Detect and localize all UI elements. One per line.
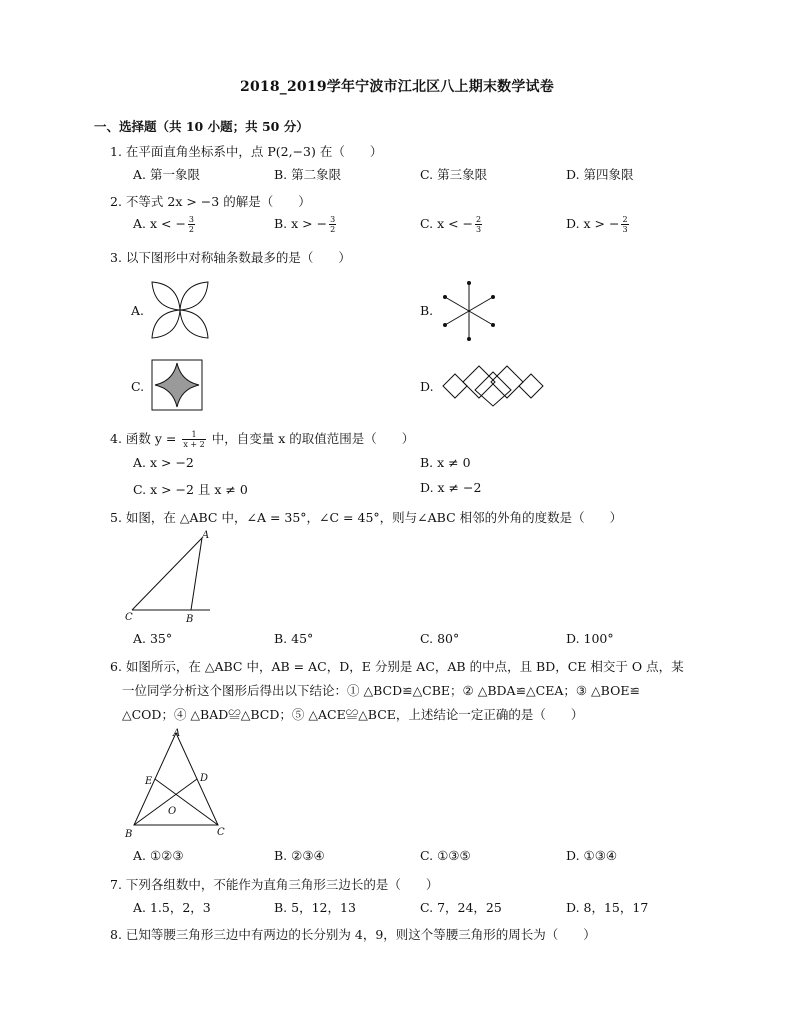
fraction-denominator: 3 [476, 225, 482, 234]
q3-option-d-label: D. [420, 379, 434, 394]
section-heading: 一、选择题（共 10 小题；共 50 分） [94, 119, 309, 134]
q2-option-c [420, 215, 484, 234]
q4-option-b: B. x ≠ 0 [420, 455, 471, 470]
q2-option-a-prefix: A. x < − [133, 216, 186, 231]
vertex-label-c: C [217, 827, 225, 838]
q2-option-a [133, 215, 197, 234]
q6-option-a: A. ①②③ [133, 848, 184, 863]
q2-option-d-prefix: D. x > − [566, 216, 620, 231]
figure-triangle-abc [122, 528, 218, 626]
figure-four-petal-flower [148, 278, 212, 342]
vertex-label-c: C [125, 612, 133, 623]
fraction-numerator: 2 [622, 215, 628, 224]
vertex-label-a: A [173, 728, 181, 739]
q7-option-d: D. 8，15，17 [566, 900, 649, 915]
q5-option-c: C. 80° [420, 631, 460, 646]
question-7-stem: 7. 下列各组数中，不能作为直角三角形三边长的是（ ） [110, 877, 439, 892]
q1-option-b: B. 第二象限 [274, 167, 342, 182]
vertex-label-e: E [145, 776, 153, 787]
fraction-numerator: 2 [476, 215, 482, 224]
q4-option-d: D. x ≠ −2 [420, 480, 482, 495]
fraction [188, 215, 195, 234]
question-6-line-3: △COD；④ △BAD≌△BCD；⑤ △ACE≌△BCE，上述结论一定正确的是（ ） [122, 707, 584, 722]
q7-option-a: A. 1.5，2，3 [133, 900, 211, 915]
vertex-label-d: D [200, 773, 209, 784]
vertex-label-a: A [202, 530, 210, 541]
fraction-denominator: 2 [188, 225, 195, 234]
q7-option-c: C. 7，24，25 [420, 900, 502, 915]
q4-stem-post: 中，自变量 x 的取值范围是（ ） [207, 431, 415, 446]
figure-interlocking-diamonds [441, 364, 545, 408]
fraction-numerator: 3 [188, 215, 195, 224]
q6-option-b: B. ②③④ [274, 848, 325, 863]
q2-option-c-prefix: C. x < − [420, 216, 474, 231]
fraction-numerator: 1 [182, 430, 205, 440]
question-2-stem: 2. 不等式 2x > −3 的解是（ ） [110, 194, 311, 209]
q4-stem-pre: 4. 函数 y = [110, 431, 181, 446]
q5-option-b: B. 45° [274, 631, 314, 646]
q1-option-d: D. 第四象限 [566, 167, 634, 182]
question-8-stem: 8. 已知等腰三角形三边中有两边的长分别为 4，9，则这个等腰三角形的周长为（ ） [110, 927, 596, 942]
q2-option-b-prefix: B. x > − [274, 216, 328, 231]
figure-square-with-concave-star [151, 359, 203, 411]
fraction-numerator: 3 [330, 215, 336, 224]
fraction [329, 215, 336, 234]
figure-isosceles-triangle-medians [120, 725, 232, 841]
fraction-denominator: 3 [622, 225, 628, 234]
fraction-denominator: 2 [330, 225, 336, 234]
q7-option-b: B. 5，12，13 [274, 900, 356, 915]
q6-option-c: C. ①③⑤ [420, 848, 471, 863]
vertex-label-b: B [186, 614, 194, 625]
q1-option-a: A. 第一象限 [133, 167, 200, 182]
fraction [621, 215, 628, 234]
q5-option-a: A. 35° [133, 631, 173, 646]
q3-option-c-label: C. [131, 379, 145, 394]
question-5-stem: 5. 如图，在 △ABC 中，∠A = 35°，∠C = 45°，则与∠ABC 相邻的外角的度数是（ ） [110, 510, 623, 525]
question-6-line-1: 6. 如图所示，在 △ABC 中，AB = AC，D，E 分别是 AC，AB 的中点，且 BD，CE 相交于 O 点，某 [110, 659, 684, 674]
question-4-stem [110, 429, 414, 449]
q2-option-b [274, 215, 338, 234]
q4-option-c: C. x > −2 且 x ≠ 0 [133, 482, 248, 497]
vertex-label-b: B [125, 829, 133, 840]
q6-option-d: D. ①③④ [566, 848, 618, 863]
page-title: 2018_2019学年宁波市江北区八上期末数学试卷 [240, 79, 554, 95]
fraction [182, 430, 205, 449]
question-6-line-2: 一位同学分析这个图形后得出以下结论：① △BCD≌△CBE；② △BDA≌△CEA；③ △BOE≌ [122, 683, 640, 698]
fraction-denominator: x + 2 [183, 440, 205, 449]
fraction [475, 215, 482, 234]
question-3-stem: 3. 以下图形中对称轴条数最多的是（ ） [110, 250, 351, 265]
vertex-label-o: O [168, 806, 177, 817]
q1-option-c: C. 第三象限 [420, 167, 488, 182]
q5-option-d: D. 100° [566, 631, 614, 646]
q3-option-a-label: A. [131, 303, 145, 318]
q3-option-b-label: B. [420, 303, 434, 318]
figure-six-ray-star [437, 280, 501, 342]
q2-option-d [566, 215, 631, 234]
q4-option-a: A. x > −2 [133, 455, 194, 470]
question-1-stem: 1. 在平面直角坐标系中，点 P(2,−3) 在（ ） [110, 144, 383, 159]
